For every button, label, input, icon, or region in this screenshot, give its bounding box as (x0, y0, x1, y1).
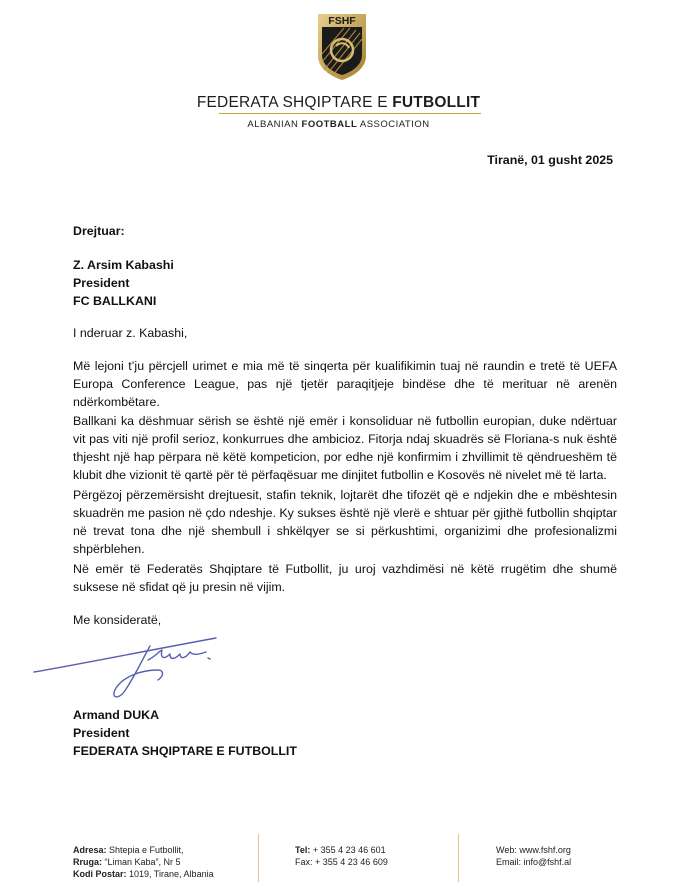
postal-value: 1019, Tirane, Albania (126, 869, 214, 879)
fax-value: + 355 4 23 46 609 (312, 857, 388, 867)
subtitle-bold: FOOTBALL (301, 119, 358, 130)
federation-title-bold: FUTBOLLIT (392, 94, 481, 111)
fax-label: Fax: (295, 857, 313, 867)
salutation: I nderuar z. Kabashi, (73, 326, 188, 340)
paragraph-4: Në emër të Federatës Shqiptare të Futbollit, ju uroj vazhdimësi në këtë rrugëtim dhe shumë suksese në sfidat që ju presin në vijim. (73, 562, 617, 594)
recipient-org: FC BALLKANI (73, 294, 157, 308)
street-label: Rruga: (73, 857, 102, 867)
header-rule (219, 113, 481, 114)
tel-label: Tel: (295, 845, 311, 855)
recipient-title: President (73, 276, 130, 290)
signer-block (73, 706, 297, 760)
postal-label: Kodi Postar: (73, 869, 127, 879)
federation-subtitle (0, 119, 677, 130)
signer-title: President (73, 726, 130, 740)
fshf-crest-logo (316, 12, 368, 82)
signer-name: Armand DUKA (73, 708, 160, 722)
paragraph-1: Më lejoni t’ju përcjell urimet e mia më të sinqerta për kualifikimin tuaj në raundin e tretë të UEFA Europa Conference League, pas një tjetër paraqitjeje bindëse dhe të merituar në arenën ndërkombëtare. (73, 359, 617, 409)
crest-text: FSHF (328, 15, 356, 27)
web-link[interactable]: Web: www.fshf.org (496, 845, 571, 855)
signer-org: FEDERATA SHQIPTARE E FUTBOLLIT (73, 744, 297, 758)
handwritten-signature (30, 630, 230, 702)
tel-value: + 355 4 23 46 601 (310, 845, 386, 855)
footer-web (496, 844, 571, 868)
address-value: Shtepia e Futbollit, (106, 845, 184, 855)
footer-address (73, 844, 214, 880)
subtitle-pre: ALBANIAN (247, 119, 302, 130)
federation-title (0, 94, 677, 112)
closing: Me konsideratë, (73, 613, 162, 627)
letter-date: Tiranë, 01 gusht 2025 (487, 153, 613, 167)
addressed-label: Drejtuar: (73, 224, 125, 238)
street-value: “Liman Kaba”, Nr 5 (102, 857, 181, 867)
footer-divider-1 (258, 834, 259, 882)
recipient-name: Z. Arsim Kabashi (73, 258, 174, 272)
email-link[interactable]: Email: info@fshf.al (496, 857, 572, 867)
federation-title-regular: FEDERATA SHQIPTARE E (196, 94, 393, 111)
address-label: Adresa: (73, 845, 107, 855)
footer-phone (295, 844, 388, 868)
paragraph-3: Përgëzoj përzemërsisht drejtuesit, stafin teknik, lojtarët dhe tifozët që e ndjekin dhe e mbështesin skuadrën me pasion në çdo ndeshje. Ky sukses është një vlerë e shtuar për gjithë futbollin shqiptar në trevat tona dhe një shembull i shkëlqyer se si përkushtimi, organizimi dhe profesionalizmi shpërblehen. (73, 488, 617, 556)
footer-divider-2 (458, 834, 459, 882)
paragraph-2: Ballkani ka dëshmuar sërish se është një emër i konsoliduar në futbollin europian, duke ndërtuar vit pas viti një profil serioz, konkurrues dhe ambicioz. Fitorja ndaj skuadrës së Floriana-s nuk është thjesht një hap përpara në këtë kompeticion, por edhe një konfirmim i zhvillimit të qëndrueshëm të klubit dhe vizionit të qartë për të përfaqësuar me dinjitet futbollin e Kosovës në nivelet më të larta. (73, 414, 617, 482)
recipient-block (73, 256, 174, 310)
subtitle-post: ASSOCIATION (357, 119, 430, 130)
